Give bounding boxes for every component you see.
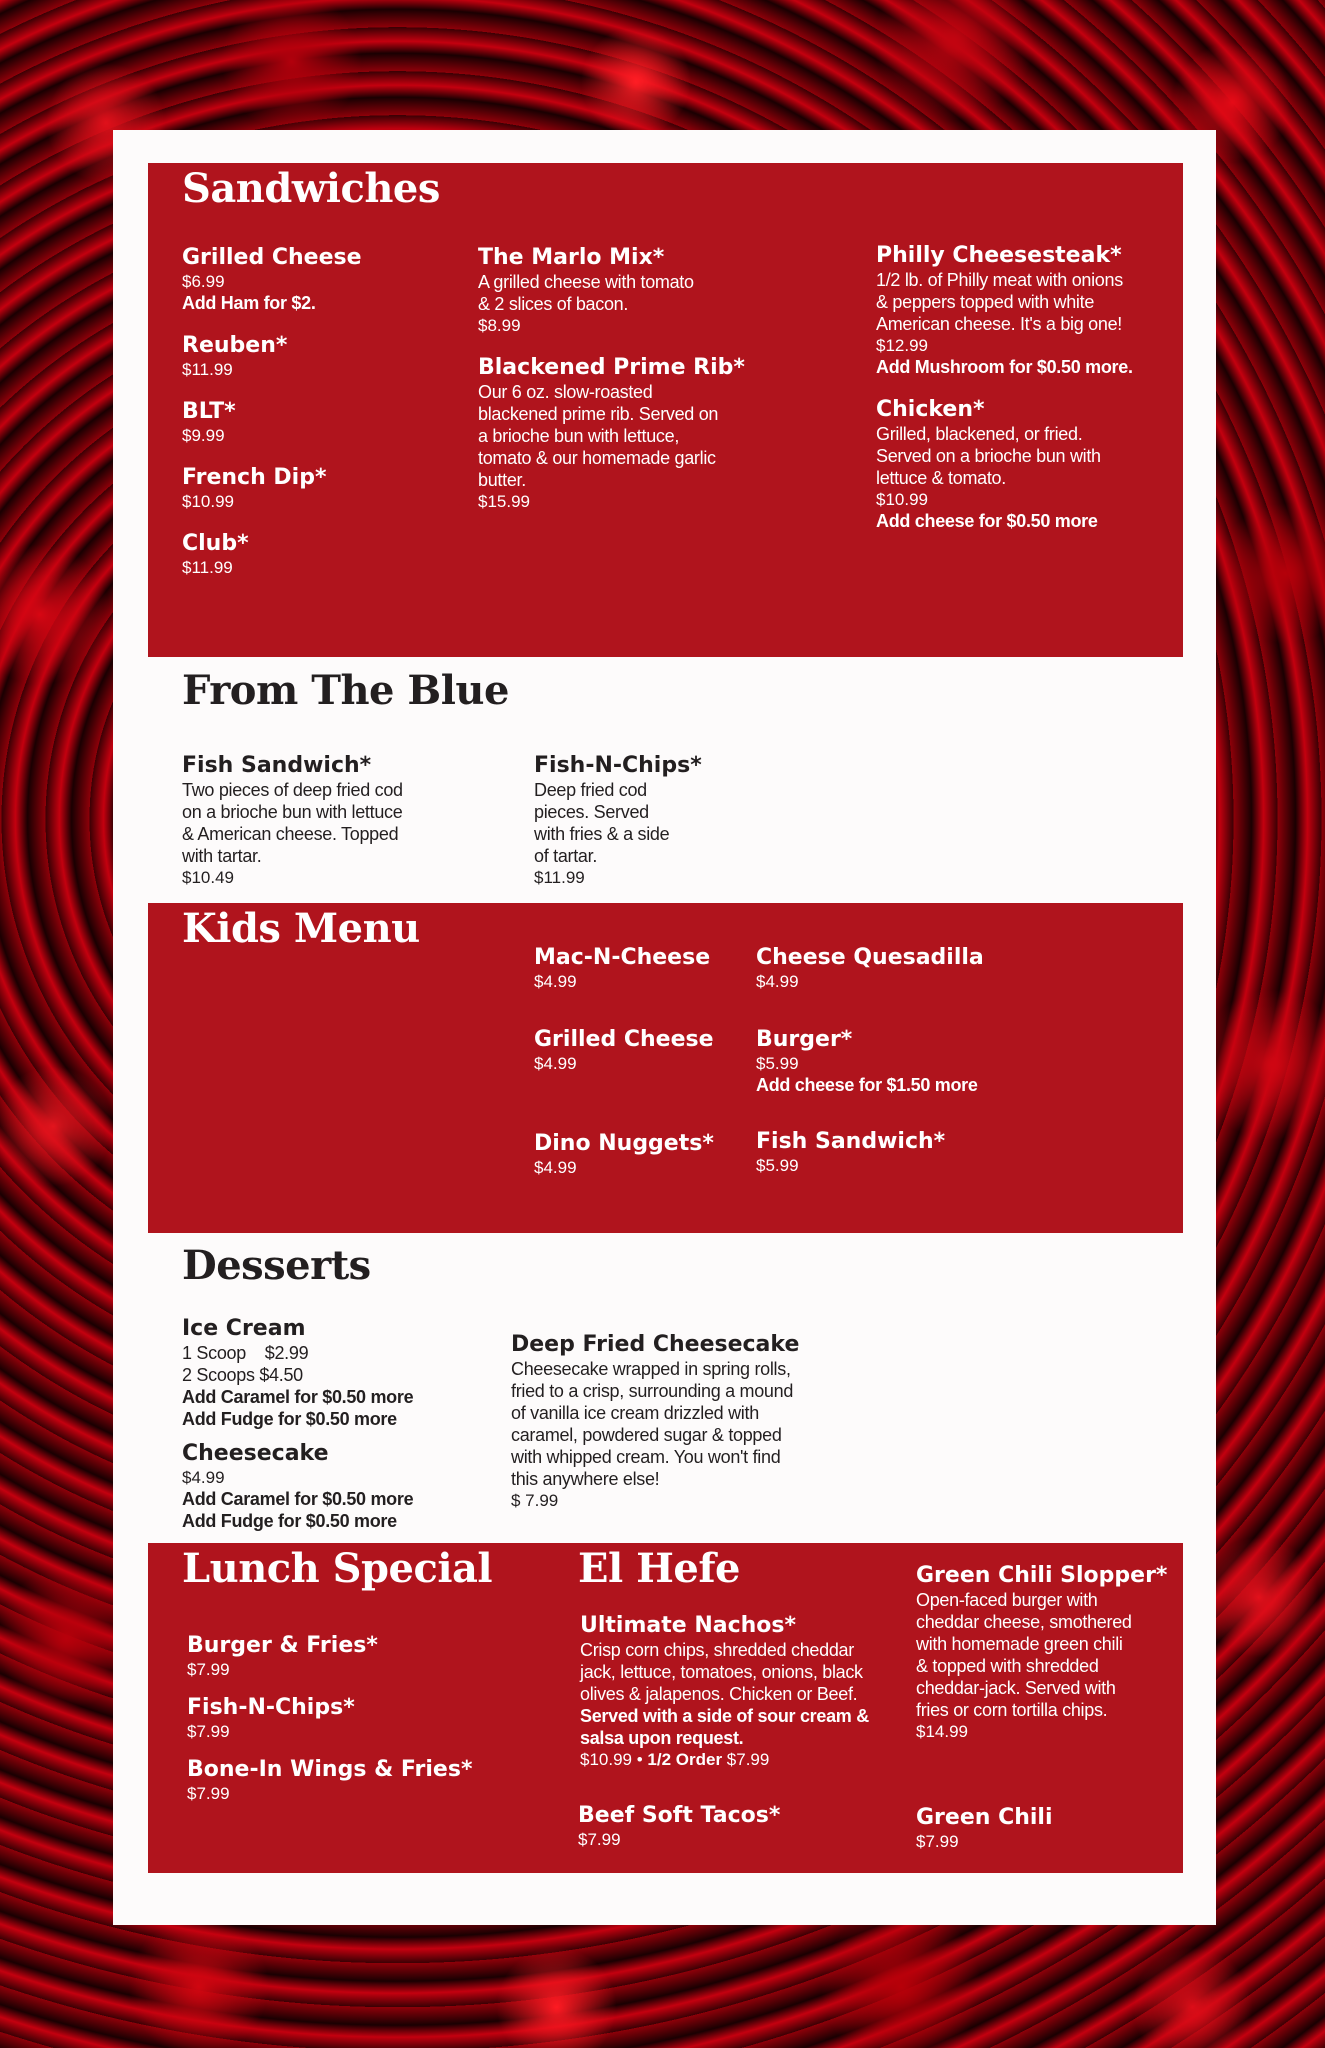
menu-item-philly-cheesesteak: Philly Cheesesteak* 1/2 lb. of Philly meat with onions & peppers topped with white American cheese. It's a big one! $12.99 Add Mushroom for $0.50 more. [876,243,1133,377]
lunch-special-section [148,1543,1183,1873]
menu-item-fish-n-chips: Fish-N-Chips* Deep fried cod pieces. Served with fries & a side of tartar. $11.99 [534,753,702,887]
menu-item-lunch-fish-n-chips: Fish-N-Chips* $7.99 [187,1695,355,1741]
nachos-half-price: $7.99 [726,1750,770,1769]
menu-item-burger-fries: Burger & Fries* $7.99 [187,1633,378,1679]
nachos-half-label: 1/2 Order [647,1750,723,1769]
menu-item-mac-n-cheese: Mac-N-Cheese $4.99 [534,945,711,991]
menu-item-prime-rib: Blackened Prime Rib* Our 6 oz. slow-roasted blackened prime rib. Served on a brioche bun with lettuce, tomato & our homemade garlic butter. $15.99 [478,355,745,511]
menu-item-cheesecake: Cheesecake $4.99 Add Caramel for $0.50 more Add Fudge for $0.50 more [182,1441,414,1531]
sandwiches-section [148,163,1183,657]
menu-item-dino-nuggets: Dino Nuggets* $4.99 [534,1131,714,1177]
menu-item-deep-fried-cheesecake: Deep Fried Cheesecake Cheesecake wrapped in spring rolls, fried to a crisp, surrounding a mound of vanilla ice cream drizzled with caramel, powdered sugar & topped with whipped cream. You won't find this anywhere else! $ 7.99 [511,1332,800,1510]
sandwiches-title: Sandwiches [182,165,440,212]
el-hefe-title: El Hefe [578,1545,741,1592]
menu-item-kids-fish-sandwich: Fish Sandwich* $5.99 [756,1129,946,1175]
menu-item-green-chili: Green Chili $7.99 [916,1805,1053,1851]
kids-menu-title: Kids Menu [182,905,420,952]
menu-item-green-chili-slopper: Green Chili Slopper* Open-faced burger with cheddar cheese, smothered with homemade green chili & topped with shredded cheddar-jack. Served with fries or corn tortilla chips. $14.99 [916,1563,1168,1741]
from-the-blue-title: From The Blue [182,667,509,714]
menu-item-blt: BLT* $9.99 [182,399,236,445]
menu-item-chicken: Chicken* Grilled, blackened, or fried. Served on a brioche bun with lettuce & tomato. $10.99 Add cheese for $0.50 more [876,397,1101,531]
menu-item-reuben: Reuben* $11.99 [182,333,288,379]
nachos-price: $10.99 • [580,1750,643,1769]
menu-item-french-dip: French Dip* $10.99 [182,465,327,511]
menu-item-kids-grilled-cheese: Grilled Cheese $4.99 [534,1027,714,1073]
menu-item-fish-sandwich: Fish Sandwich* Two pieces of deep fried cod on a brioche bun with lettuce & American cheese. Topped with tartar. $10.49 [182,753,403,887]
desserts-title: Desserts [182,1242,371,1289]
menu-item-ice-cream: Ice Cream 1 Scoop $2.99 2 Scoops $4.50 Add Caramel for $0.50 more Add Fudge for $0.50 more [182,1316,414,1429]
menu-item-kids-burger: Burger* $5.99 Add cheese for $1.50 more [756,1027,978,1095]
lunch-special-title: Lunch Special [182,1545,493,1592]
menu-item-club: Club* $11.99 [182,531,249,577]
menu-item-ultimate-nachos: Ultimate Nachos* Crisp corn chips, shredded cheddar jack, lettuce, tomatoes, onions, black olives & jalapenos. Chicken or Beef. Served with a side of sour cream & salsa upon request. $10.99 • 1/2 Order $7.99 [580,1613,869,1769]
menu-item-grilled-cheese: Grilled Cheese $6.99 Add Ham for $2. [182,245,362,313]
kids-menu-section [148,903,1183,1233]
menu-item-beef-soft-tacos: Beef Soft Tacos* $7.99 [578,1803,781,1849]
menu-item-cheese-quesadilla: Cheese Quesadilla $4.99 [756,945,984,991]
menu-item-bone-in-wings: Bone-In Wings & Fries* $7.99 [187,1757,473,1803]
menu-item-marlo-mix: The Marlo Mix* A grilled cheese with tomato & 2 slices of bacon. $8.99 [478,245,694,335]
